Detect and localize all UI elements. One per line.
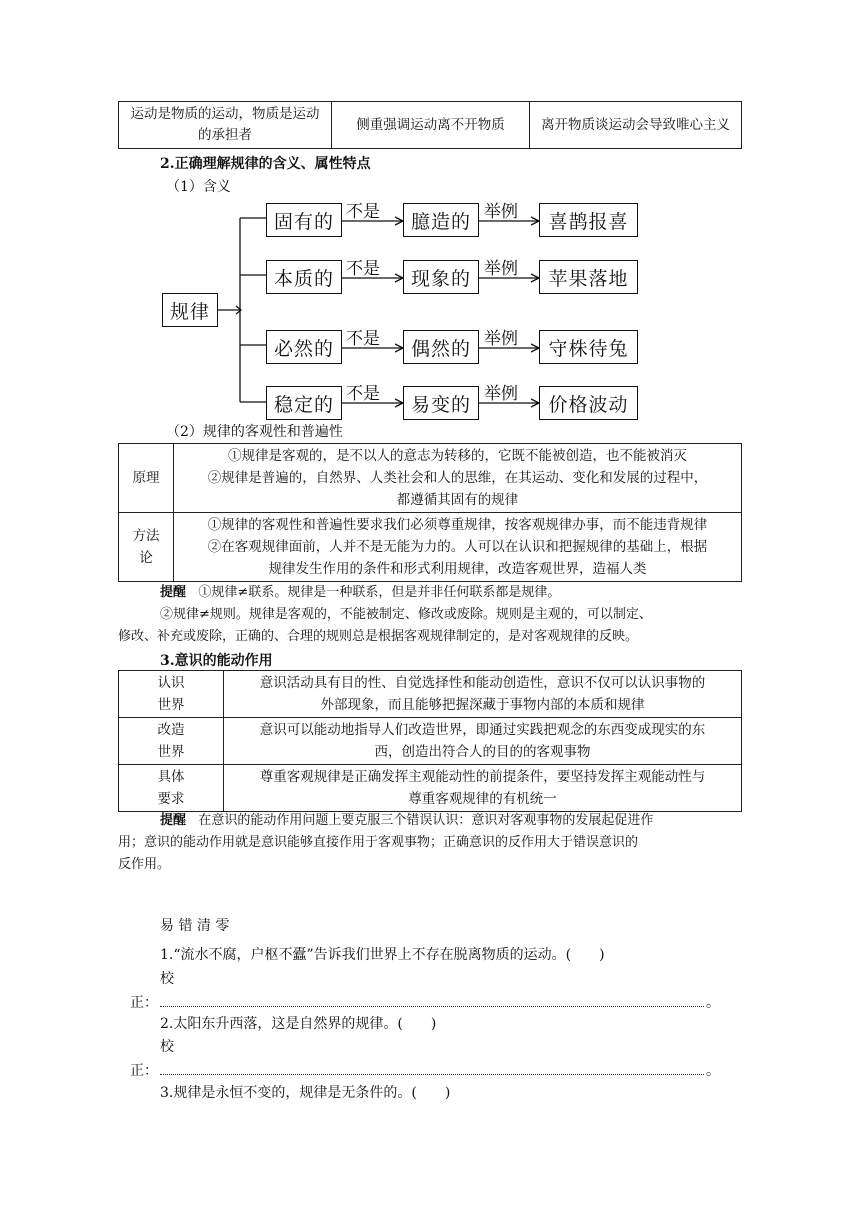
correction-label-bottom: 正： [130, 995, 158, 1011]
cell-line: 意识活动具有目的性、自觉选择性和能动创造性，意识不仅可以认识事物的 [259, 675, 706, 691]
table-cell [224, 765, 742, 812]
principle-line-1: ①规律是客观的，是不以人的意志为转移的，它既不能被创造，也不能被消灭 [228, 448, 687, 464]
relation-label: 不是 [346, 259, 380, 279]
attribute-stable-box: 稳定的 [266, 386, 342, 420]
header-line: 世界 [157, 697, 185, 713]
example-box: 价格波动 [539, 386, 638, 420]
principle-line-3: 都遵循其固有的规律 [396, 492, 519, 508]
method-line-3: 规律发生作用的条件和形式利用规律，改造客观世界，造福人类 [268, 561, 647, 577]
reminder-line: ②规律≠规则。规律是客观的，不能被制定、修改或废除。规则是主观的，可以制定、 [160, 607, 652, 622]
row-header [119, 718, 224, 765]
row-header-principle: 原理 [119, 444, 174, 513]
reminder-line: 在意识的能动作用问题上要克服三个错误认识：意识对客观事物的发展起促进作 [198, 813, 654, 828]
attribute-essential-box: 本质的 [266, 260, 342, 294]
table-law-principle [118, 443, 742, 582]
table-row [119, 765, 742, 812]
period: 。 [706, 1063, 720, 1079]
subsection-meaning: （1）含义 [166, 179, 231, 195]
relation-label: 不是 [346, 202, 380, 222]
opposite-phenomenal-box: 现象的 [403, 260, 479, 294]
header-line: 具体 [157, 769, 185, 785]
section-title-consciousness: 3.意识的能动作用 [160, 653, 273, 669]
reminder-line: 反作用。 [118, 857, 171, 872]
cell-line: 意识可以能动地指导人们改造世界，即通过实践把观念的东西变成现实的东 [259, 722, 706, 738]
reminder-line: 用；意识的能动作用就是意识能够直接作用于客观事物；正确意识的反作用大于错误意识的 [118, 835, 639, 850]
reminder-line: 修改、补充或废除，正确的、合理的规则总是根据客观规律制定的，是对客观规律的反映。 [118, 629, 639, 644]
opposite-changeable-box: 易变的 [403, 386, 479, 420]
table-consciousness [118, 670, 742, 812]
example-box: 喜鹊报喜 [539, 203, 638, 237]
header-line: 论 [139, 550, 153, 566]
attribute-necessary-box: 必然的 [266, 330, 342, 364]
errors-title: 易 错 清 零 [160, 918, 230, 934]
correction-label-top: 校 [160, 971, 174, 987]
error-question-1: 1.“流水不腐，户枢不蠹”告诉我们世界上不存在脱离物质的运动。( ) [160, 947, 605, 963]
law-meaning-diagram [0, 0, 860, 420]
table-cell: 离开物质谈运动会导致唯心主义 [530, 102, 742, 149]
table-cell: 侧重强调运动离不开物质 [332, 102, 530, 149]
answer-line-2[interactable] [160, 1074, 704, 1075]
table-cell [224, 718, 742, 765]
correction-label-top: 校 [160, 1039, 174, 1055]
subsection-objectivity: （2）规律的客观性和普遍性 [166, 424, 343, 440]
header-line: 方法 [132, 528, 160, 544]
example-label: 举例 [484, 202, 518, 222]
example-label: 举例 [484, 329, 518, 349]
correction-label-bottom: 正： [130, 1063, 158, 1079]
section-title-law: 2.正确理解规律的含义、属性特点 [160, 156, 371, 172]
reminder-note-law [118, 582, 742, 648]
header-line: 世界 [157, 744, 185, 760]
cell-line: 尊重客观规律是正确发挥主观能动性的前提条件，要坚持发挥主观能动性与 [259, 769, 706, 785]
opposite-accidental-box: 偶然的 [403, 330, 479, 364]
cell-line: 尊重客观规律的有机统一 [408, 791, 557, 807]
error-question-2: 2.太阳东升西落，这是自然界的规律。( ) [160, 1016, 437, 1032]
reminder-line: ①规律≠联系。规律是一种联系，但是并非任何联系都是规律。 [198, 585, 561, 600]
table-cell: 运动是物质的运动，物质是运动的承担者 [119, 102, 332, 149]
cell-line: 西，创造出符合人的目的的客观事物 [374, 744, 591, 760]
example-box: 守株待兔 [539, 330, 638, 364]
table-row [119, 444, 742, 513]
relation-label: 不是 [346, 384, 380, 404]
row-header-methodology [119, 513, 174, 582]
row-header [119, 765, 224, 812]
header-line: 要求 [157, 791, 185, 807]
table-cell [174, 513, 742, 582]
table-row [119, 513, 742, 582]
header-line: 改造 [157, 722, 185, 738]
principle-line-2: ②规律是普遍的，自然界、人类社会和人的思维，在其运动、变化和发展的过程中， [207, 470, 708, 486]
table-cell [224, 671, 742, 718]
header-line: 认识 [157, 675, 185, 691]
answer-line-1[interactable] [160, 1006, 704, 1007]
table-row [119, 718, 742, 765]
example-box: 苹果落地 [539, 260, 638, 294]
reminder-note-consciousness [118, 810, 742, 876]
opposite-fabricated-box: 臆造的 [403, 203, 479, 237]
method-line-2: ②在客观规律面前，人并不是无能为力的。人可以在认识和把握规律的基础上，根据 [207, 539, 708, 555]
law-root-box: 规律 [162, 293, 218, 327]
attribute-inherent-box: 固有的 [266, 203, 342, 237]
table-row [119, 671, 742, 718]
error-question-3: 3.规律是永恒不变的，规律是无条件的。( ) [160, 1085, 451, 1101]
relation-label: 不是 [346, 329, 380, 349]
example-label: 举例 [484, 259, 518, 279]
table-cell [174, 444, 742, 513]
reminder-label: 提醒 [160, 585, 187, 600]
reminder-label: 提醒 [160, 813, 187, 828]
period: 。 [706, 995, 720, 1011]
cell-line: 外部现象，而且能够把握深藏于事物内部的本质和规律 [320, 697, 645, 713]
row-header [119, 671, 224, 718]
example-label: 举例 [484, 384, 518, 404]
method-line-1: ①规律的客观性和普遍性要求我们必须尊重规律，按客观规律办事，而不能违背规律 [207, 517, 708, 533]
